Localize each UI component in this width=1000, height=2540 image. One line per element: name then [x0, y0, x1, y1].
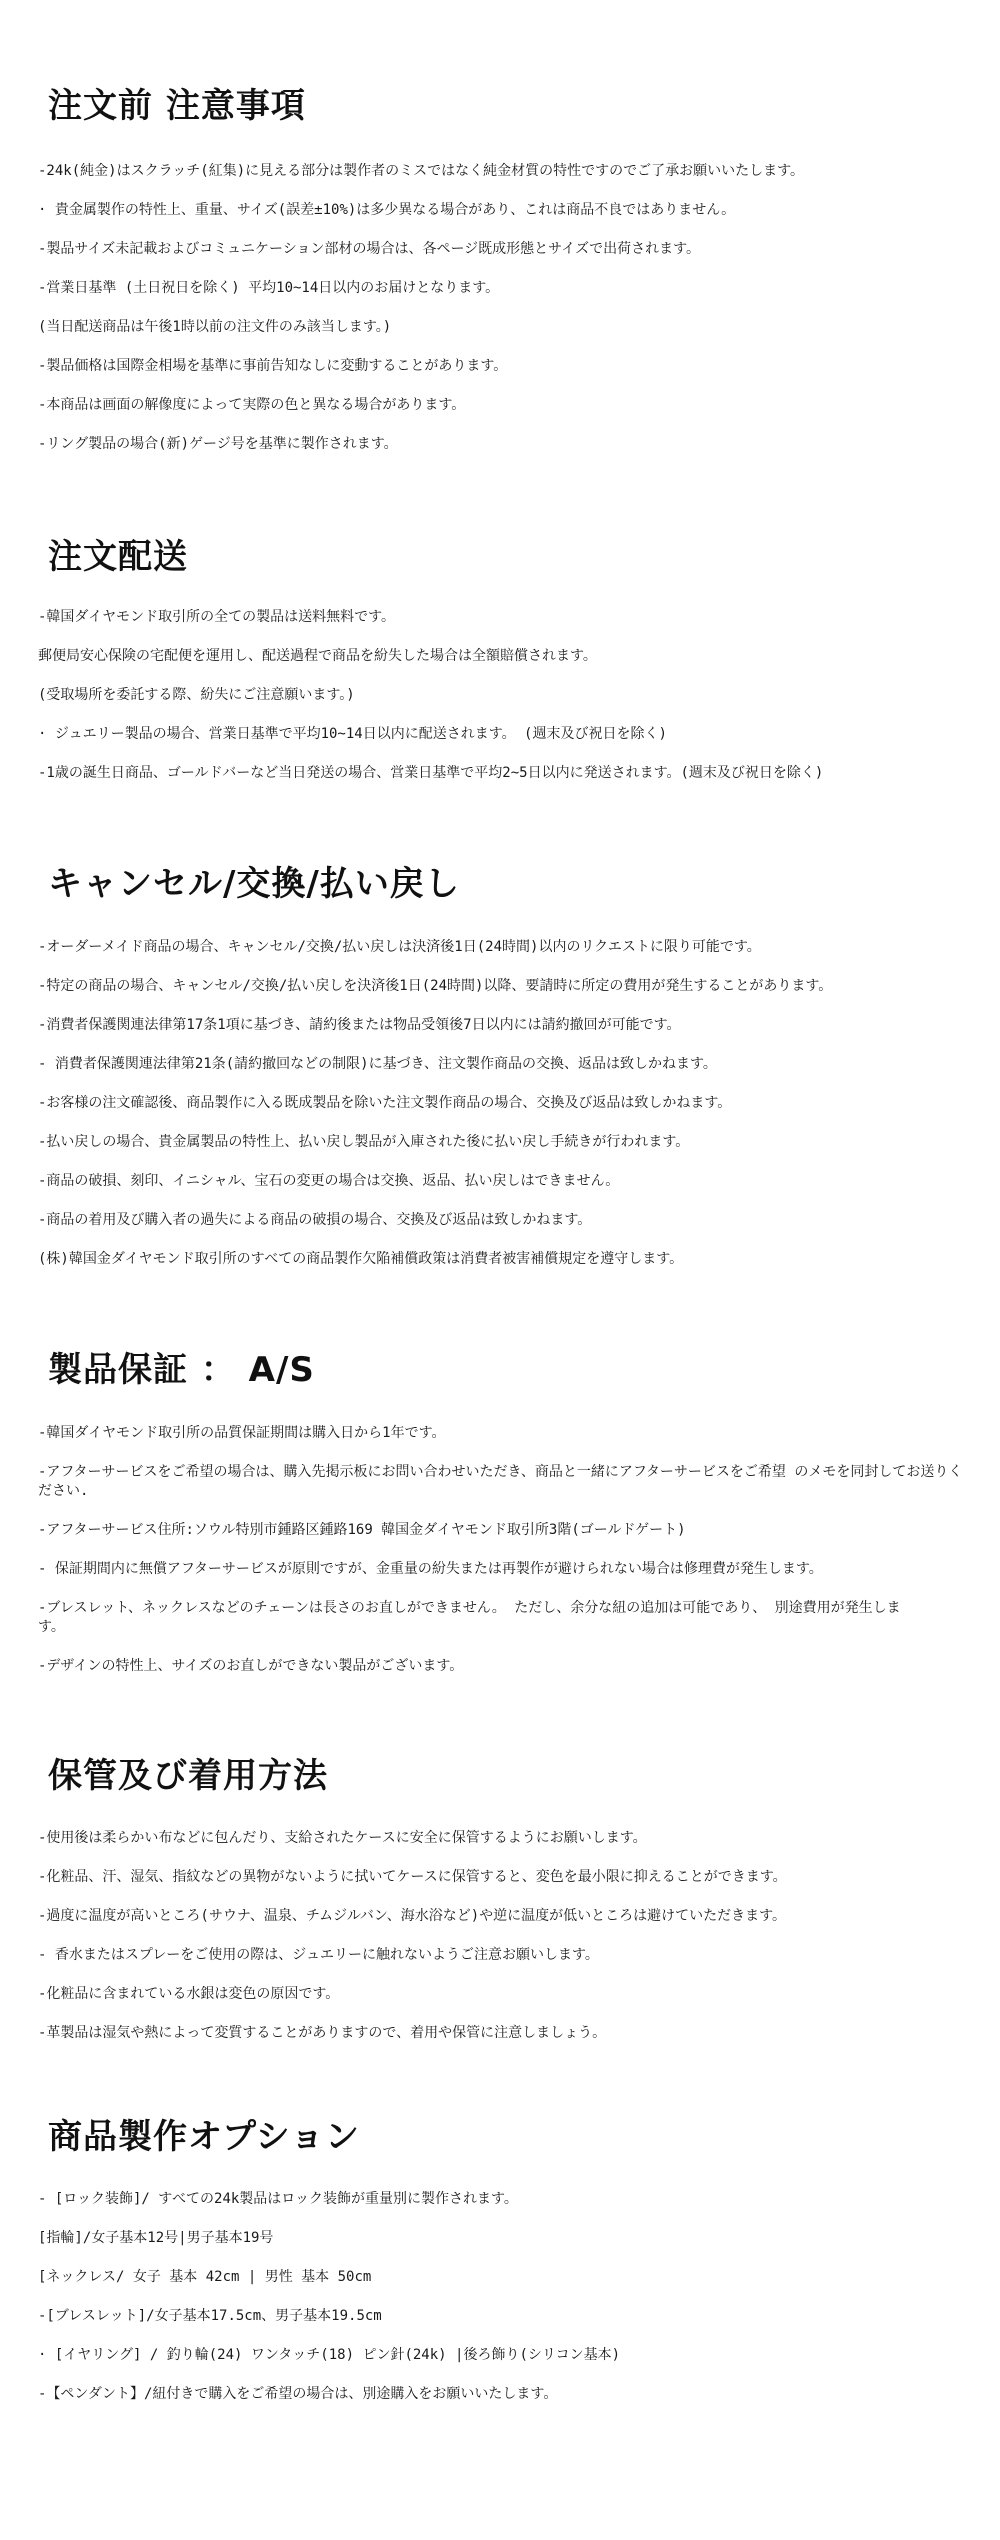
notice-line: -【ペンダント】/紐付きで購入をご希望の場合は、別途購入をお願いいたします。 — [38, 2386, 558, 2402]
notice-line: -商品の破損、刻印、イニシャル、宝石の変更の場合は交換、返品、払い戻しはできません。 — [38, 1173, 620, 1189]
notice-line: -革製品は湿気や熱によって変質することがありますので、着用や保管に注意しましょう。 — [38, 2025, 607, 2041]
notice-line: -過度に温度が高いところ(サウナ、温泉、チムジルバン、海水浴など)や逆に温度が低いところは避けていただきます。 — [38, 1908, 787, 1924]
section-title: キャンセル/交換/払い戻し — [48, 864, 460, 904]
notice-line: -消費者保護関連法律第17条1項に基づき、請約後または物品受領後7日以内には請約撤回が可能です。 — [38, 1017, 681, 1033]
notice-line: -払い戻しの場合、貴金属製品の特性上、払い戻し製品が入庫された後に払い戻し手続きが行われます。 — [38, 1134, 690, 1150]
notice-line: -化粧品に含まれている水銀は変色の原因です。 — [38, 1986, 340, 2002]
notice-line: -お客様の注文確認後、商品製作に入る既成製品を除いた注文製作商品の場合、交換及び返品は致しかねます。 — [38, 1095, 732, 1111]
notice-line: -1歳の誕生日商品、ゴールドバーなど当日発送の場合、営業日基準で平均2~5日以内に発送されます。(週末及び祝日を除く) — [38, 765, 824, 781]
notice-line: -製品サイズ未記載およびコミュニケーション部材の場合は、各ページ既成形態とサイズで出荷されます。 — [38, 241, 700, 257]
notice-line: -韓国ダイヤモンド取引所の品質保証期間は購入日から1年です。 — [38, 1425, 446, 1441]
notice-line: -アフターサービスをご希望の場合は、購入先掲示板にお問い合わせいただき、商品と一緒にアフターサービスをご希望 のメモを同封してお送りください. — [38, 1464, 963, 1499]
notice-line: [指輪]/女子基本12号|男子基本19号 — [38, 2230, 274, 2246]
section-title: 注文配送 — [48, 537, 188, 577]
notice-line: -オーダーメイド商品の場合、キャンセル/交換/払い戻しは決済後1日(24時間)以内のリクエストに限り可能です。 — [38, 939, 761, 955]
section-title: 保管及び着用方法 — [48, 1756, 328, 1796]
notice-line: -韓国ダイヤモンド取引所の全ての製品は送料無料です。 — [38, 609, 396, 625]
notice-line: (株)韓国金ダイヤモンド取引所のすべての商品製作欠陥補償政策は消費者被害補償規定を遵守します。 — [38, 1251, 684, 1267]
notice-line: -営業日基準 (土日祝日を除く) 平均10~14日以内のお届けとなります。 — [38, 280, 500, 296]
notice-line: -製品価格は国際金相場を基準に事前告知なしに変動することがあります。 — [38, 358, 508, 374]
notice-line: -商品の着用及び購入者の過失による商品の破損の場合、交換及び返品は致しかねます。 — [38, 1212, 592, 1228]
notice-line: - 消費者保護関連法律第21条(請約撤回などの制限)に基づき、注文製作商品の交換、返品は致しかねます。 — [38, 1056, 717, 1072]
notice-line: -本商品は画面の解像度によって実際の色と異なる場合があります。 — [38, 397, 466, 413]
section-title: 製品保証 ： A/S — [48, 1350, 315, 1390]
notice-line: (受取場所を委託する際、紛失にご注意願います。) — [38, 687, 355, 703]
notice-line: -デザインの特性上、サイズのお直しができない製品がございます。 — [38, 1658, 464, 1674]
notice-line: -リング製品の場合(新)ゲージ号を基準に製作されます。 — [38, 436, 398, 452]
notice-line: · 貴金属製作の特性上、重量、サイズ(誤差±10%)は多少異なる場合があり、これは商品不良ではありません。 — [38, 202, 736, 218]
notice-line: -アフターサービス住所:ソウル特別市鍾路区鍾路169 韓国金ダイヤモンド取引所3階(ゴールドゲート) — [38, 1522, 686, 1538]
notice-line: · [イヤリング] / 釣り輪(24) ワンタッチ(18) ピン針(24k) |後ろ飾り(シリコン基本) — [38, 2347, 621, 2363]
notice-line: -[ブレスレット]/女子基本17.5cm、男子基本19.5cm — [38, 2308, 382, 2324]
notice-line: -化粧品、汗、湿気、指紋などの異物がないように拭いてケースに保管すると、変色を最小限に抑えることができます。 — [38, 1869, 787, 1885]
notice-line: [ネックレス/ 女子 基本 42cm | 男性 基本 50cm — [38, 2269, 372, 2285]
notice-line: -特定の商品の場合、キャンセル/交換/払い戻しを決済後1日(24時間)以降、要請時に所定の費用が発生することがあります。 — [38, 978, 833, 994]
notice-line: - [ロック装飾]/ すべての24k製品はロック装飾が重量別に製作されます。 — [38, 2191, 518, 2207]
section-title: 商品製作オプション — [48, 2117, 360, 2157]
notice-line: 郵便局安心保険の宅配便を運用し、配送過程で商品を紛失した場合は全額賠償されます。 — [38, 648, 597, 664]
notice-line: -使用後は柔らかい布などに包んだり、支給されたケースに安全に保管するようにお願いします。 — [38, 1830, 647, 1846]
notice-line: -ブレスレット、ネックレスなどのチェーンは長さのお直しができません。 ただし、余分な紐の追加は可能であり、 別途費用が発生します。 — [38, 1600, 901, 1635]
notice-line: - 保証期間内に無償アフターサービスが原則ですが、金重量の紛失または再製作が避けられない場合は修理費が発生します。 — [38, 1561, 823, 1577]
notice-line: (当日配送商品は午後1時以前の注文件のみ該当します。) — [38, 319, 392, 335]
section-title: 注文前 注意事項 — [48, 86, 306, 126]
notice-line: -24k(純金)はスクラッチ(紅集)に見える部分は製作者のミスではなく純金材質の特性ですのでご了承お願いいたします。 — [38, 163, 805, 179]
notice-line: - 香水またはスプレーをご使用の際は、ジュエリーに触れないようご注意お願いします。 — [38, 1947, 599, 1963]
notice-line: · ジュエリー製品の場合、営業日基準で平均10~14日以内に配送されます。 (週末及び祝日を除く) — [38, 726, 667, 742]
